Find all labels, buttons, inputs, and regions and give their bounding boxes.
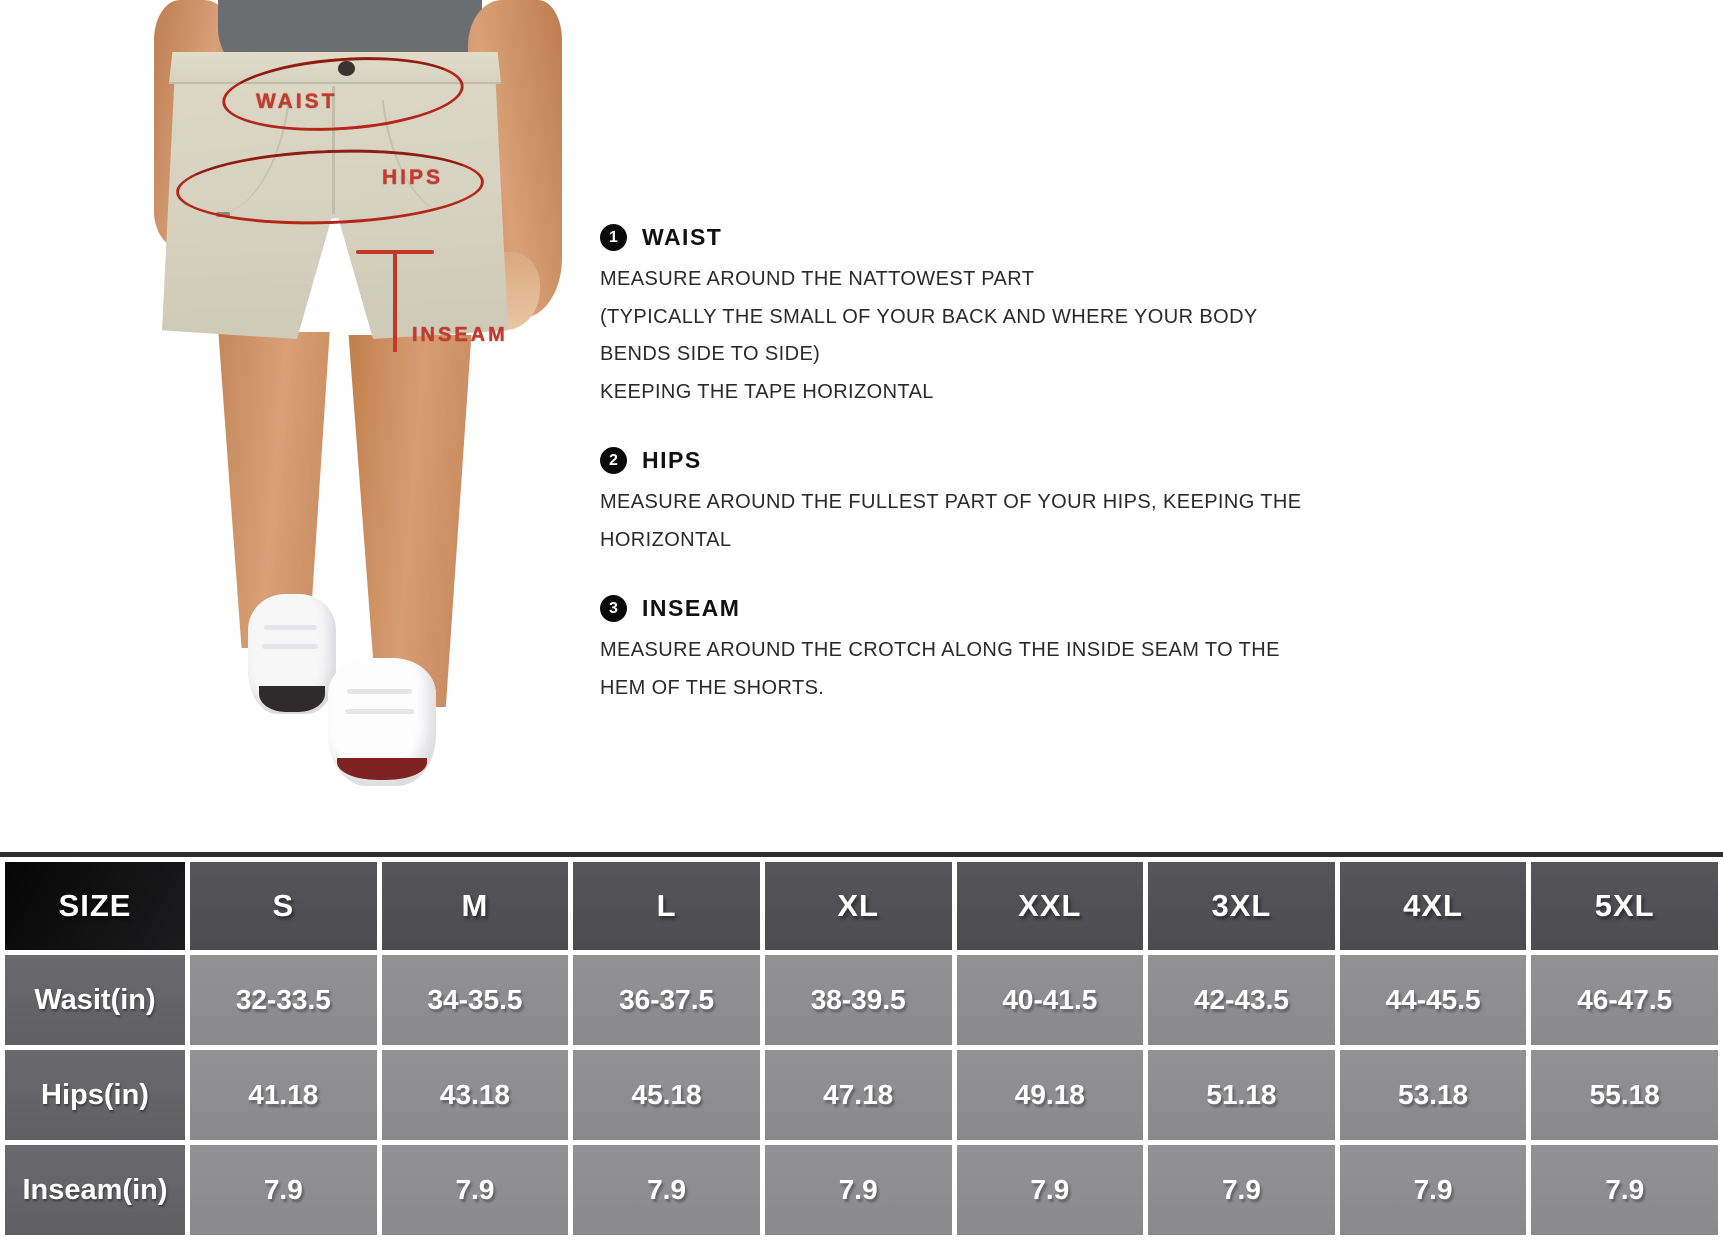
shoe-lace <box>347 689 412 694</box>
instruction-line: BENDS SIDE TO SIDE) <box>600 343 821 365</box>
measurement-value-cell: 42-43.5 <box>1148 955 1335 1045</box>
measurement-value-cell: 53.18 <box>1340 1050 1527 1140</box>
measurement-value-cell: 7.9 <box>957 1145 1144 1235</box>
size-table-corner-cell: SIZE <box>5 862 185 950</box>
instruction-line: KEEPING THE TAPE HORIZONTAL <box>600 380 934 403</box>
measurement-value-cell: 7.9 <box>190 1145 377 1235</box>
model-right-leg <box>346 335 474 707</box>
measurement-value-cell: 51.18 <box>1148 1050 1335 1140</box>
row-label-cell: Hips(in) <box>5 1050 185 1140</box>
instruction-heading <box>600 224 1390 251</box>
instruction-title: HIPS <box>642 447 702 473</box>
instruction-line: MEASURE AROUND THE CROTCH ALONG THE INSIDE SEAM TO THE <box>600 639 1280 661</box>
instruction-title: WAIST <box>642 224 723 250</box>
measurement-value-cell: 7.9 <box>1531 1145 1718 1235</box>
measurement-value-cell: 7.9 <box>573 1145 760 1235</box>
instruction-section-inseam <box>600 595 1390 707</box>
instruction-line: (TYPICALLY THE SMALL OF YOUR BACK AND WHERE YOUR BODY <box>600 305 1258 328</box>
step-number-badge: 3 <box>600 595 627 622</box>
row-label-cell: Inseam(in) <box>5 1145 185 1235</box>
measurement-value-cell: 7.9 <box>1148 1145 1335 1235</box>
measuring-instructions <box>600 224 1390 707</box>
step-number-badge: 2 <box>600 447 627 474</box>
measurement-value-cell: 40-41.5 <box>957 955 1144 1045</box>
size-header-3xl: 3XL <box>1148 862 1335 950</box>
instruction-heading <box>600 447 1390 474</box>
measurement-value-cell: 34-35.5 <box>382 955 569 1045</box>
instruction-line: MEASURE AROUND THE FULLEST PART OF YOUR HIPS, KEEPING THE <box>600 491 1302 513</box>
measurement-value-cell: 45.18 <box>573 1050 760 1140</box>
row-label-cell: Wasit(in) <box>5 955 185 1045</box>
size-table-row <box>5 1145 1718 1235</box>
size-table-section <box>0 852 1723 1240</box>
model-left-shoe <box>248 594 336 714</box>
size-header-l: L <box>573 862 760 950</box>
inseam-measure-line <box>393 252 397 352</box>
instruction-section-waist <box>600 224 1390 411</box>
measurement-value-cell: 7.9 <box>765 1145 952 1235</box>
size-table <box>0 857 1723 1240</box>
model-right-shoe <box>328 658 436 786</box>
instruction-heading <box>600 595 1390 622</box>
size-header-s: S <box>190 862 377 950</box>
measurement-value-cell: 44-45.5 <box>1340 955 1527 1045</box>
shoe-lace <box>345 709 414 714</box>
instruction-line: HEM OF THE SHORTS. <box>600 676 825 699</box>
step-number-badge: 1 <box>600 224 627 251</box>
size-table-header-row <box>5 862 1718 950</box>
shoe-lace <box>262 644 318 649</box>
measurement-value-cell: 43.18 <box>382 1050 569 1140</box>
size-table-row <box>5 955 1718 1045</box>
size-header-4xl: 4XL <box>1340 862 1527 950</box>
size-header-m: M <box>382 862 569 950</box>
measurement-value-cell: 32-33.5 <box>190 955 377 1045</box>
measurement-value-cell: 55.18 <box>1531 1050 1718 1140</box>
measurement-value-cell: 49.18 <box>957 1050 1144 1140</box>
measurement-value-cell: 38-39.5 <box>765 955 952 1045</box>
size-header-xl: XL <box>765 862 952 950</box>
waist-annotation-label: WAIST <box>256 90 338 113</box>
measurement-value-cell: 7.9 <box>1340 1145 1527 1235</box>
size-table-row <box>5 1050 1718 1140</box>
hips-annotation-label: HIPS <box>382 166 444 189</box>
shoe-lace <box>264 625 317 630</box>
measurement-value-cell: 36-37.5 <box>573 955 760 1045</box>
size-header-xxl: XXL <box>957 862 1144 950</box>
measurement-value-cell: 7.9 <box>382 1145 569 1235</box>
size-header-5xl: 5XL <box>1531 862 1718 950</box>
instruction-line: HORIZONTAL <box>600 528 732 551</box>
inseam-annotation-label: INSEAM <box>412 324 508 346</box>
model-photo <box>70 0 610 810</box>
instruction-section-hips <box>600 447 1390 559</box>
measurement-value-cell: 47.18 <box>765 1050 952 1140</box>
instruction-title: INSEAM <box>642 595 741 621</box>
instruction-line: MEASURE AROUND THE NATTOWEST PART <box>600 268 1035 290</box>
measurement-value-cell: 41.18 <box>190 1050 377 1140</box>
measurement-value-cell: 46-47.5 <box>1531 955 1718 1045</box>
